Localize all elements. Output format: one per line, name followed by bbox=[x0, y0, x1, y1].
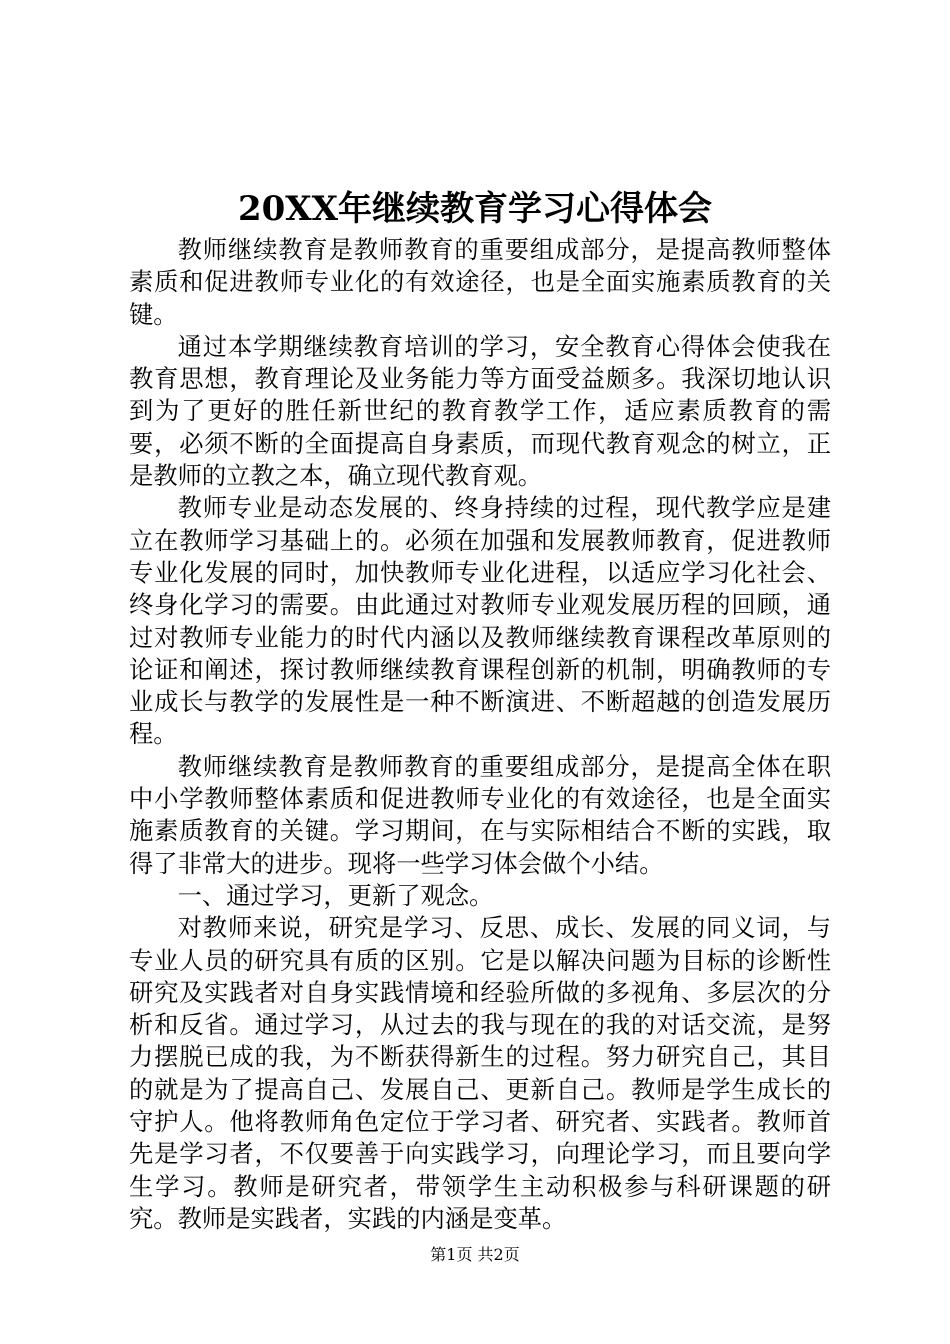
paragraph-3: 教师专业是动态发展的、终身持续的过程，现代教学应是建立在教师学习基础上的。必须在加强和发展教师教育，促进教师专业化发展的同时，加快教师专业化进程，以适应学习化社会、终身化学习的需要。由此通过对教师专业观发展历程的回顾，通过对教师专业能力的时代内涵以及教师继续教育课程改革原则的论证和阐述，探讨教师继续教育课程创新的机制，明确教师的专业成长与教学的发展性是一种不断演进、不断超越的创造发展历程。 bbox=[129, 493, 831, 749]
paragraph-1: 教师继续教育是教师教育的重要组成部分，是提高教师整体素质和促进教师专业化的有效途径，也是全面实施素质教育的关键。 bbox=[129, 235, 831, 329]
document-title: 20XX年继续教育学习心得体会 bbox=[237, 189, 713, 229]
page-number-footer: 第1页 共2页 bbox=[430, 1245, 520, 1264]
document-body bbox=[129, 234, 831, 1235]
paragraph-5: 对教师来说，研究是学习、反思、成长、发展的同义词，与专业人员的研究具有质的区别。它是以解决问题为目标的诊断性研究及实践者对自身实践情境和经验所做的多视角、多层次的分析和反省。通过学习，从过去的我与现在的我的对话交流，是努力摆脱已成的我，为不断获得新生的过程。努力研究自己，其目的就是为了提高自己、发展自己、更新自己。教师是学生成长的守护人。他将教师角色定位于学习者、研究者、实践者。教师首先是学习者，不仅要善于向实践学习，向理论学习，而且要向学生学习。教师是研究者，带领学生主动积极参与科研课题的研究。教师是实践者，实践的内涵是变革。 bbox=[129, 913, 831, 1233]
paragraph-4: 教师继续教育是教师教育的重要组成部分，是提高全体在职中小学教师整体素质和促进教师专业化的有效途径，也是全面实施素质教育的关键。学习期间，在与实际相结合不断的实践，取得了非常大的进步。现将一些学习体会做个小结。 bbox=[129, 751, 831, 878]
paragraph-2: 通过本学期继续教育培训的学习，安全教育心得体会使我在教育思想，教育理论及业务能力等方面受益颇多。我深切地认识到为了更好的胜任新世纪的教育教学工作，适应素质教育的需要，必须不断的全面提高自身素质，而现代教育观念的树立，正是教师的立教之本，确立现代教育观。 bbox=[129, 331, 831, 491]
section-heading-1: 一、通过学习，更新了观念。 bbox=[177, 880, 494, 910]
